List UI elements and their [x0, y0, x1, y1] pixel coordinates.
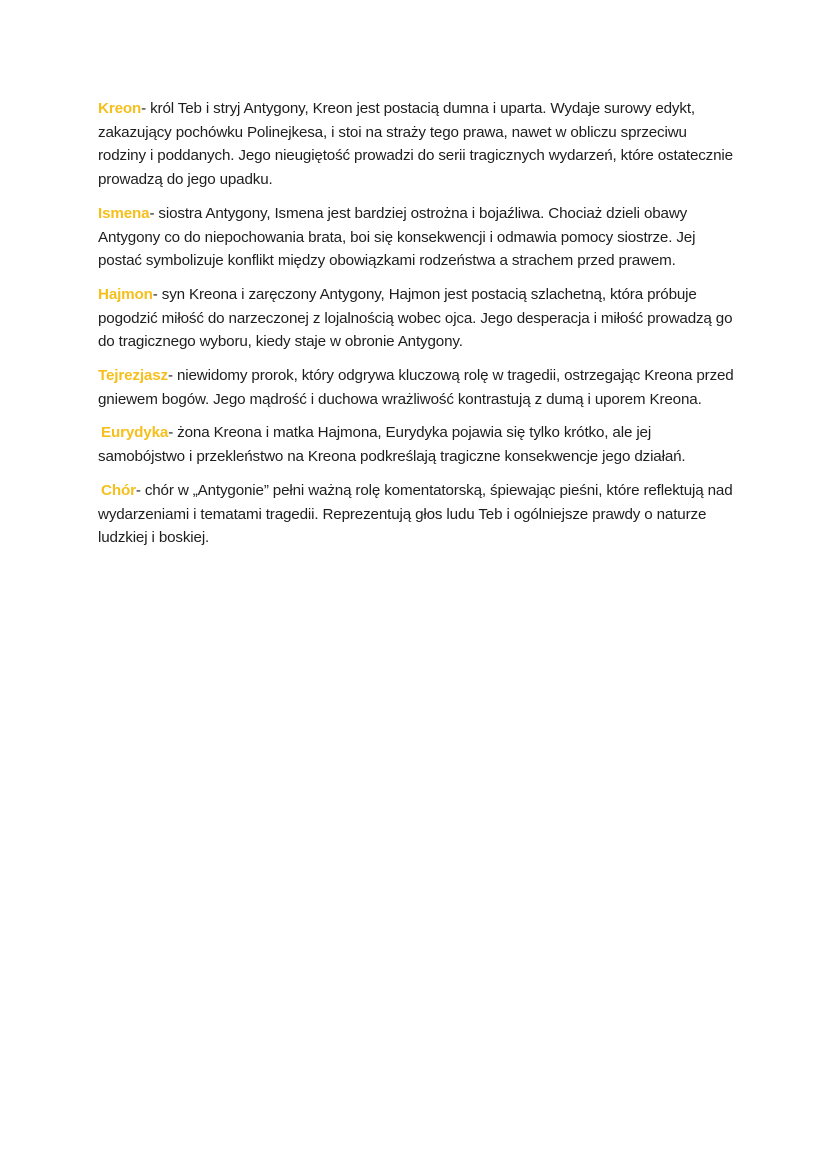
character-name: Chór	[101, 481, 136, 499]
character-description: - żona Kreona i matka Hajmona, Eurydyka pojawia się tylko krótko, ale jej samobójstwo i przekleństwo na Kreona podkreślają tragiczne konsekwencje jego działań.	[98, 424, 686, 466]
character-description: - niewidomy prorok, który odgrywa kluczową rolę w tragedii, ostrzegając Kreona przed gniewem bogów. Jego mądrość i duchowa wrażliwość kontrastują z dumą i uporem Kreona.	[98, 367, 734, 408]
character-name: Tejrezjasz	[98, 367, 168, 385]
character-name: Eurydyka	[101, 424, 169, 442]
character-description: - król Teb i stryj Antygony, Kreon jest postacią dumna i uparta. Wydaje surowy edykt, zakazujący pochówku Polinejkesa, i stoi na straży tego prawa, nawet w obliczu sprzeciwu rodziny i poddanych. Jego nieugiętość prowadzi do serii tragicznych wydarzeń, które ostatecznie prowadzą do jego upadku.	[98, 100, 733, 189]
character-entry-eurydyka	[98, 421, 738, 468]
character-name: Kreon	[98, 100, 142, 117]
character-name: Ismena	[98, 204, 150, 222]
document-page	[98, 97, 738, 560]
character-entry-chor	[98, 479, 738, 550]
character-description: - chór w „Antygonie” pełni ważną rolę komentatorską, śpiewając pieśni, które reflektują nad wydarzeniami i tematami tragedii. Reprezentują głos ludu Teb i ogólniejsze prawdy o naturze ludzkiej i boskiej.	[98, 481, 733, 547]
character-entry-kreon	[98, 97, 738, 192]
character-name: Hajmon	[98, 285, 153, 303]
character-entry-hajmon	[98, 283, 738, 354]
character-entry-tejrezjasz	[98, 364, 738, 411]
character-description: - syn Kreona i zaręczony Antygony, Hajmon jest postacią szlachetną, która próbuje pogodzić miłość do narzeczonej z lojalnością wobec ojca. Jego desperacja i miłość prowadzą go do tragicznego wyboru, kiedy staje w obronie Antygony.	[98, 285, 733, 351]
character-entry-ismena	[98, 202, 738, 273]
character-description: - siostra Antygony, Ismena jest bardziej ostrożna i bojaźliwa. Chociaż dzieli obawy Antygony co do niepochowania brata, boi się konsekwencji i odmawia pomocy siostrze. Jej postać symbolizuje konflikt między obowiązkami rodzeństwa a strachem przed prawem.	[98, 204, 696, 270]
